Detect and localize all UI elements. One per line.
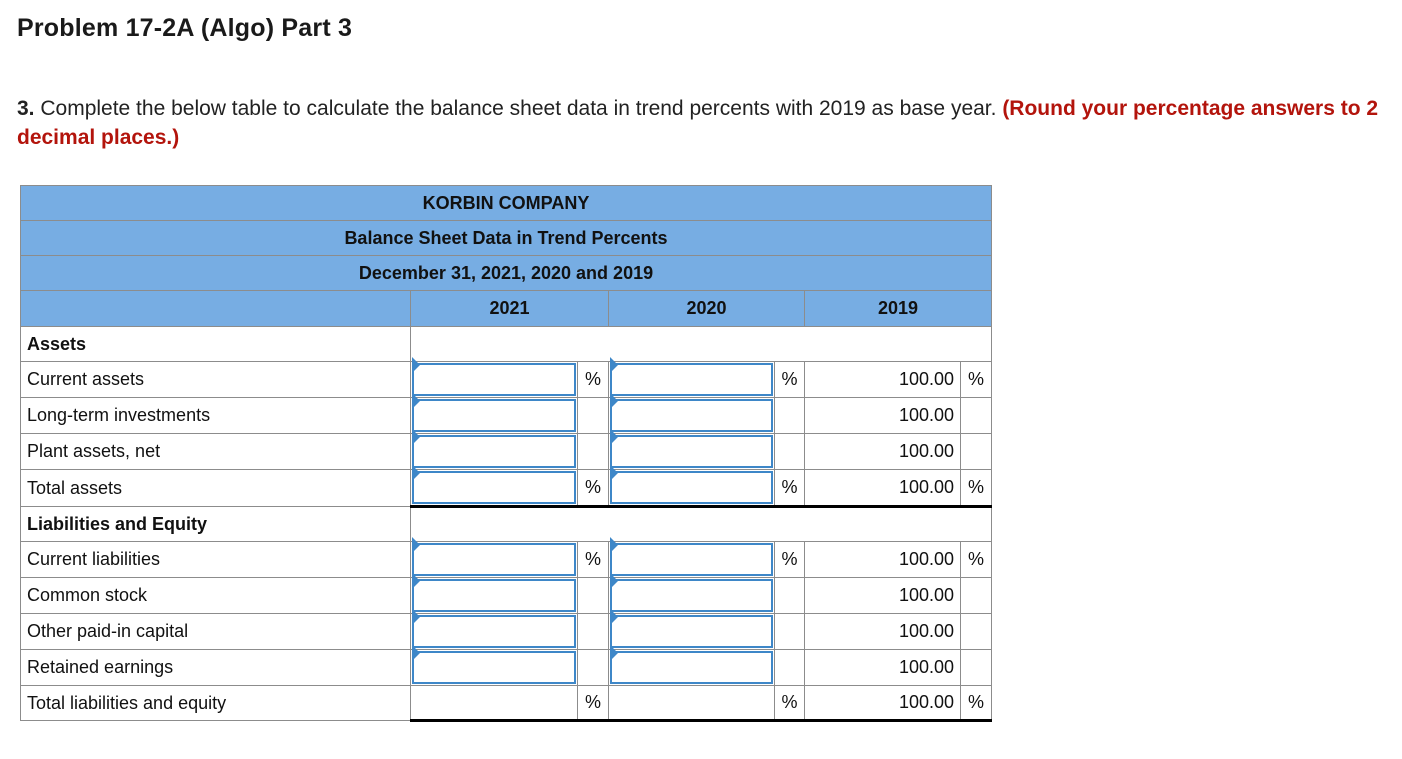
percent-sign: % <box>775 542 805 578</box>
input-cell-2020 <box>609 578 775 614</box>
percent-blank <box>961 614 992 650</box>
retained-earnings-2020-input[interactable] <box>610 651 773 684</box>
row-label: Retained earnings <box>21 650 411 686</box>
table-row <box>21 362 992 398</box>
percent-blank <box>578 398 609 434</box>
percent-blank <box>961 398 992 434</box>
table-row <box>21 542 992 578</box>
company-name <box>21 186 992 221</box>
percent-blank <box>578 650 609 686</box>
percent-blank <box>961 578 992 614</box>
input-cell-2020 <box>609 434 775 470</box>
base-value-2019: 100.00 <box>805 362 961 398</box>
section-blank-cell <box>411 507 992 542</box>
other-paid-in-capital-2020-input[interactable] <box>610 615 773 648</box>
section-label-liabilities: Liabilities and Equity <box>21 507 411 542</box>
percent-sign: % <box>775 470 805 507</box>
table-row <box>21 650 992 686</box>
company-name-text: KORBIN COMPANY <box>422 192 590 213</box>
computed-cell-2020 <box>609 686 775 721</box>
computed-cell-2021 <box>411 686 578 721</box>
table-date <box>21 256 992 291</box>
input-cell-2021 <box>411 542 578 578</box>
percent-blank <box>775 578 805 614</box>
base-value-2019: 100.00 <box>805 578 961 614</box>
percent-sign: % <box>578 470 609 507</box>
header-subtitle-row <box>21 221 992 256</box>
percent-blank <box>775 434 805 470</box>
input-cell-2021 <box>411 398 578 434</box>
base-value-2019: 100.00 <box>805 542 961 578</box>
percent-blank <box>775 398 805 434</box>
input-cell-2021 <box>411 614 578 650</box>
row-label: Total assets <box>21 470 411 507</box>
year-header-2020: 2020 <box>609 291 805 327</box>
percent-sign: % <box>961 686 992 721</box>
percent-sign: % <box>775 686 805 721</box>
instructions <box>17 94 1397 152</box>
percent-blank <box>578 614 609 650</box>
row-label: Current liabilities <box>21 542 411 578</box>
base-value-2019: 100.00 <box>805 614 961 650</box>
current-liabilities-2021-input[interactable] <box>412 543 576 576</box>
input-cell-2020 <box>609 398 775 434</box>
row-label: Current assets <box>21 362 411 398</box>
input-cell-2020 <box>609 470 775 507</box>
instruction-number: 3. <box>17 97 35 120</box>
percent-blank <box>578 434 609 470</box>
row-label: Plant assets, net <box>21 434 411 470</box>
percent-sign: % <box>578 686 609 721</box>
year-header-2019: 2019 <box>805 291 992 327</box>
trend-percent-table <box>20 185 992 722</box>
long-term-investments-2020-input[interactable] <box>610 399 773 432</box>
page-title: Problem 17-2A (Algo) Part 3 <box>17 14 353 42</box>
base-value-2019: 100.00 <box>805 398 961 434</box>
percent-blank <box>775 650 805 686</box>
row-label: Other paid-in capital <box>21 614 411 650</box>
total-assets-2021-input[interactable] <box>412 471 576 504</box>
input-cell-2021 <box>411 362 578 398</box>
plant-assets-2021-input[interactable] <box>412 435 576 468</box>
percent-sign: % <box>578 542 609 578</box>
input-cell-2021 <box>411 650 578 686</box>
percent-blank <box>961 650 992 686</box>
base-value-2019: 100.00 <box>805 470 961 507</box>
percent-blank <box>775 614 805 650</box>
input-cell-2020 <box>609 542 775 578</box>
header-blank-cell <box>21 291 411 327</box>
common-stock-2020-input[interactable] <box>610 579 773 612</box>
table-row-total-assets <box>21 470 992 507</box>
percent-sign: % <box>578 362 609 398</box>
section-blank-cell <box>411 327 992 362</box>
percent-blank <box>961 434 992 470</box>
long-term-investments-2021-input[interactable] <box>412 399 576 432</box>
table-date-text: December 31, 2021, 2020 and 2019 <box>358 262 654 283</box>
year-header-2021: 2021 <box>411 291 609 327</box>
table-subtitle <box>21 221 992 256</box>
header-company-row <box>21 186 992 221</box>
base-value-2019: 100.00 <box>805 686 961 721</box>
percent-sign: % <box>961 470 992 507</box>
percent-sign: % <box>961 542 992 578</box>
current-liabilities-2020-input[interactable] <box>610 543 773 576</box>
rounding-note: (Round your percentage answers to 2 decimal places.) <box>17 97 1379 149</box>
plant-assets-2020-input[interactable] <box>610 435 773 468</box>
current-assets-2021-input[interactable] <box>412 363 576 396</box>
header-date-row <box>21 256 992 291</box>
table-row-total-liabilities-equity <box>21 686 992 721</box>
input-cell-2020 <box>609 650 775 686</box>
base-value-2019: 100.00 <box>805 650 961 686</box>
common-stock-2021-input[interactable] <box>412 579 576 612</box>
current-assets-2020-input[interactable] <box>610 363 773 396</box>
input-cell-2020 <box>609 362 775 398</box>
section-label-assets: Assets <box>21 327 411 362</box>
input-cell-2021 <box>411 470 578 507</box>
percent-blank <box>578 578 609 614</box>
other-paid-in-capital-2021-input[interactable] <box>412 615 576 648</box>
base-value-2019: 100.00 <box>805 434 961 470</box>
total-assets-2020-input[interactable] <box>610 471 773 504</box>
row-label: Total liabilities and equity <box>21 686 411 721</box>
section-row-liabilities <box>21 507 992 542</box>
table-row <box>21 614 992 650</box>
header-years-row <box>21 291 992 327</box>
table-row <box>21 398 992 434</box>
percent-sign: % <box>961 362 992 398</box>
table-row <box>21 434 992 470</box>
input-cell-2021 <box>411 434 578 470</box>
retained-earnings-2021-input[interactable] <box>412 651 576 684</box>
row-label: Common stock <box>21 578 411 614</box>
table-row <box>21 578 992 614</box>
instruction-text: Complete the below table to calculate the balance sheet data in trend percents with 2019 as base year. <box>34 97 1003 120</box>
table-subtitle-text: Balance Sheet Data in Trend Percents <box>344 227 668 248</box>
percent-sign: % <box>775 362 805 398</box>
input-cell-2020 <box>609 614 775 650</box>
input-cell-2021 <box>411 578 578 614</box>
row-label: Long-term investments <box>21 398 411 434</box>
section-row-assets <box>21 327 992 362</box>
